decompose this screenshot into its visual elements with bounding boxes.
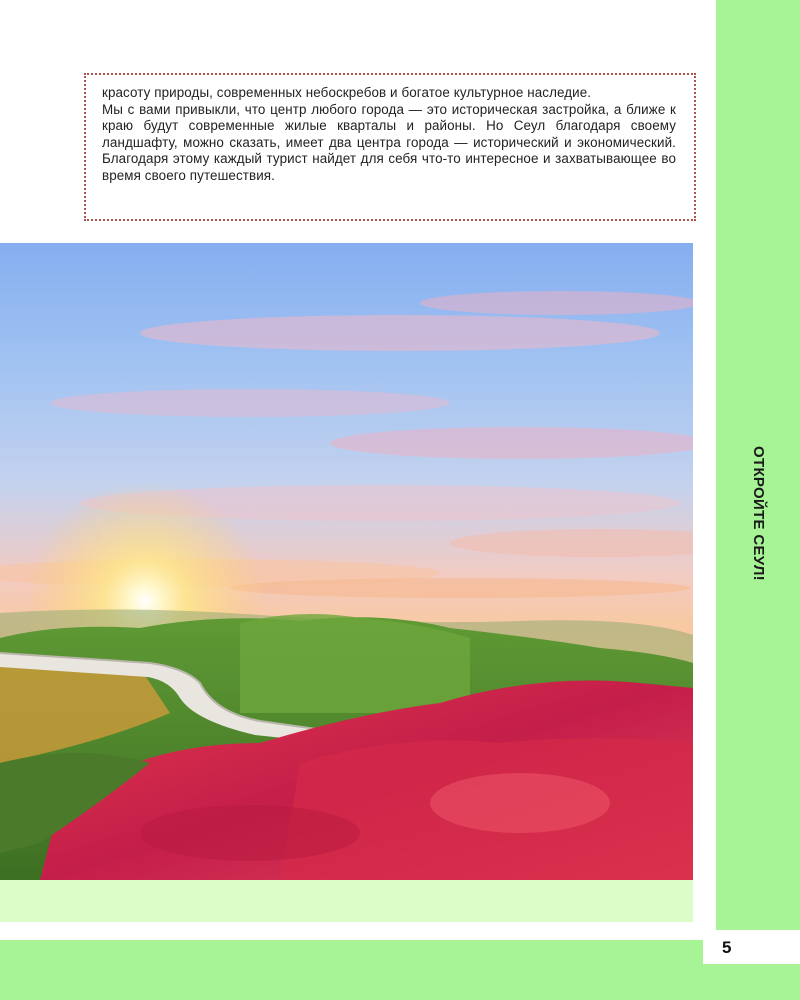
bottom-color-band [0,940,703,1000]
page-number: 5 [722,938,732,957]
bottom-color-band-right [703,964,800,1000]
page-number-box [703,930,800,964]
intro-paragraph-2: Мы с вами привыкли, что центр любого города — это историческая застройка, а ближе к краю будут современные жилые кварталы и районы. Но Сеул благодаря своему ландшафту, можно сказать, имеет два центра города — исторический и экономический. Благодаря этому каждый турист найдет для себя что-то интересное и захватывающее во время своего путешествия. [102,101,676,183]
section-tab-label: ОТКРОЙТЕ СЕУЛ! [749,445,767,581]
seoul-fortress-wall-photo [0,243,693,880]
intro-text-box [84,73,696,221]
intro-paragraph-1: красоту природы, современных небоскребов и богатое культурное наследие. [102,85,592,100]
section-tab [716,443,800,583]
caption-strip [0,880,693,922]
